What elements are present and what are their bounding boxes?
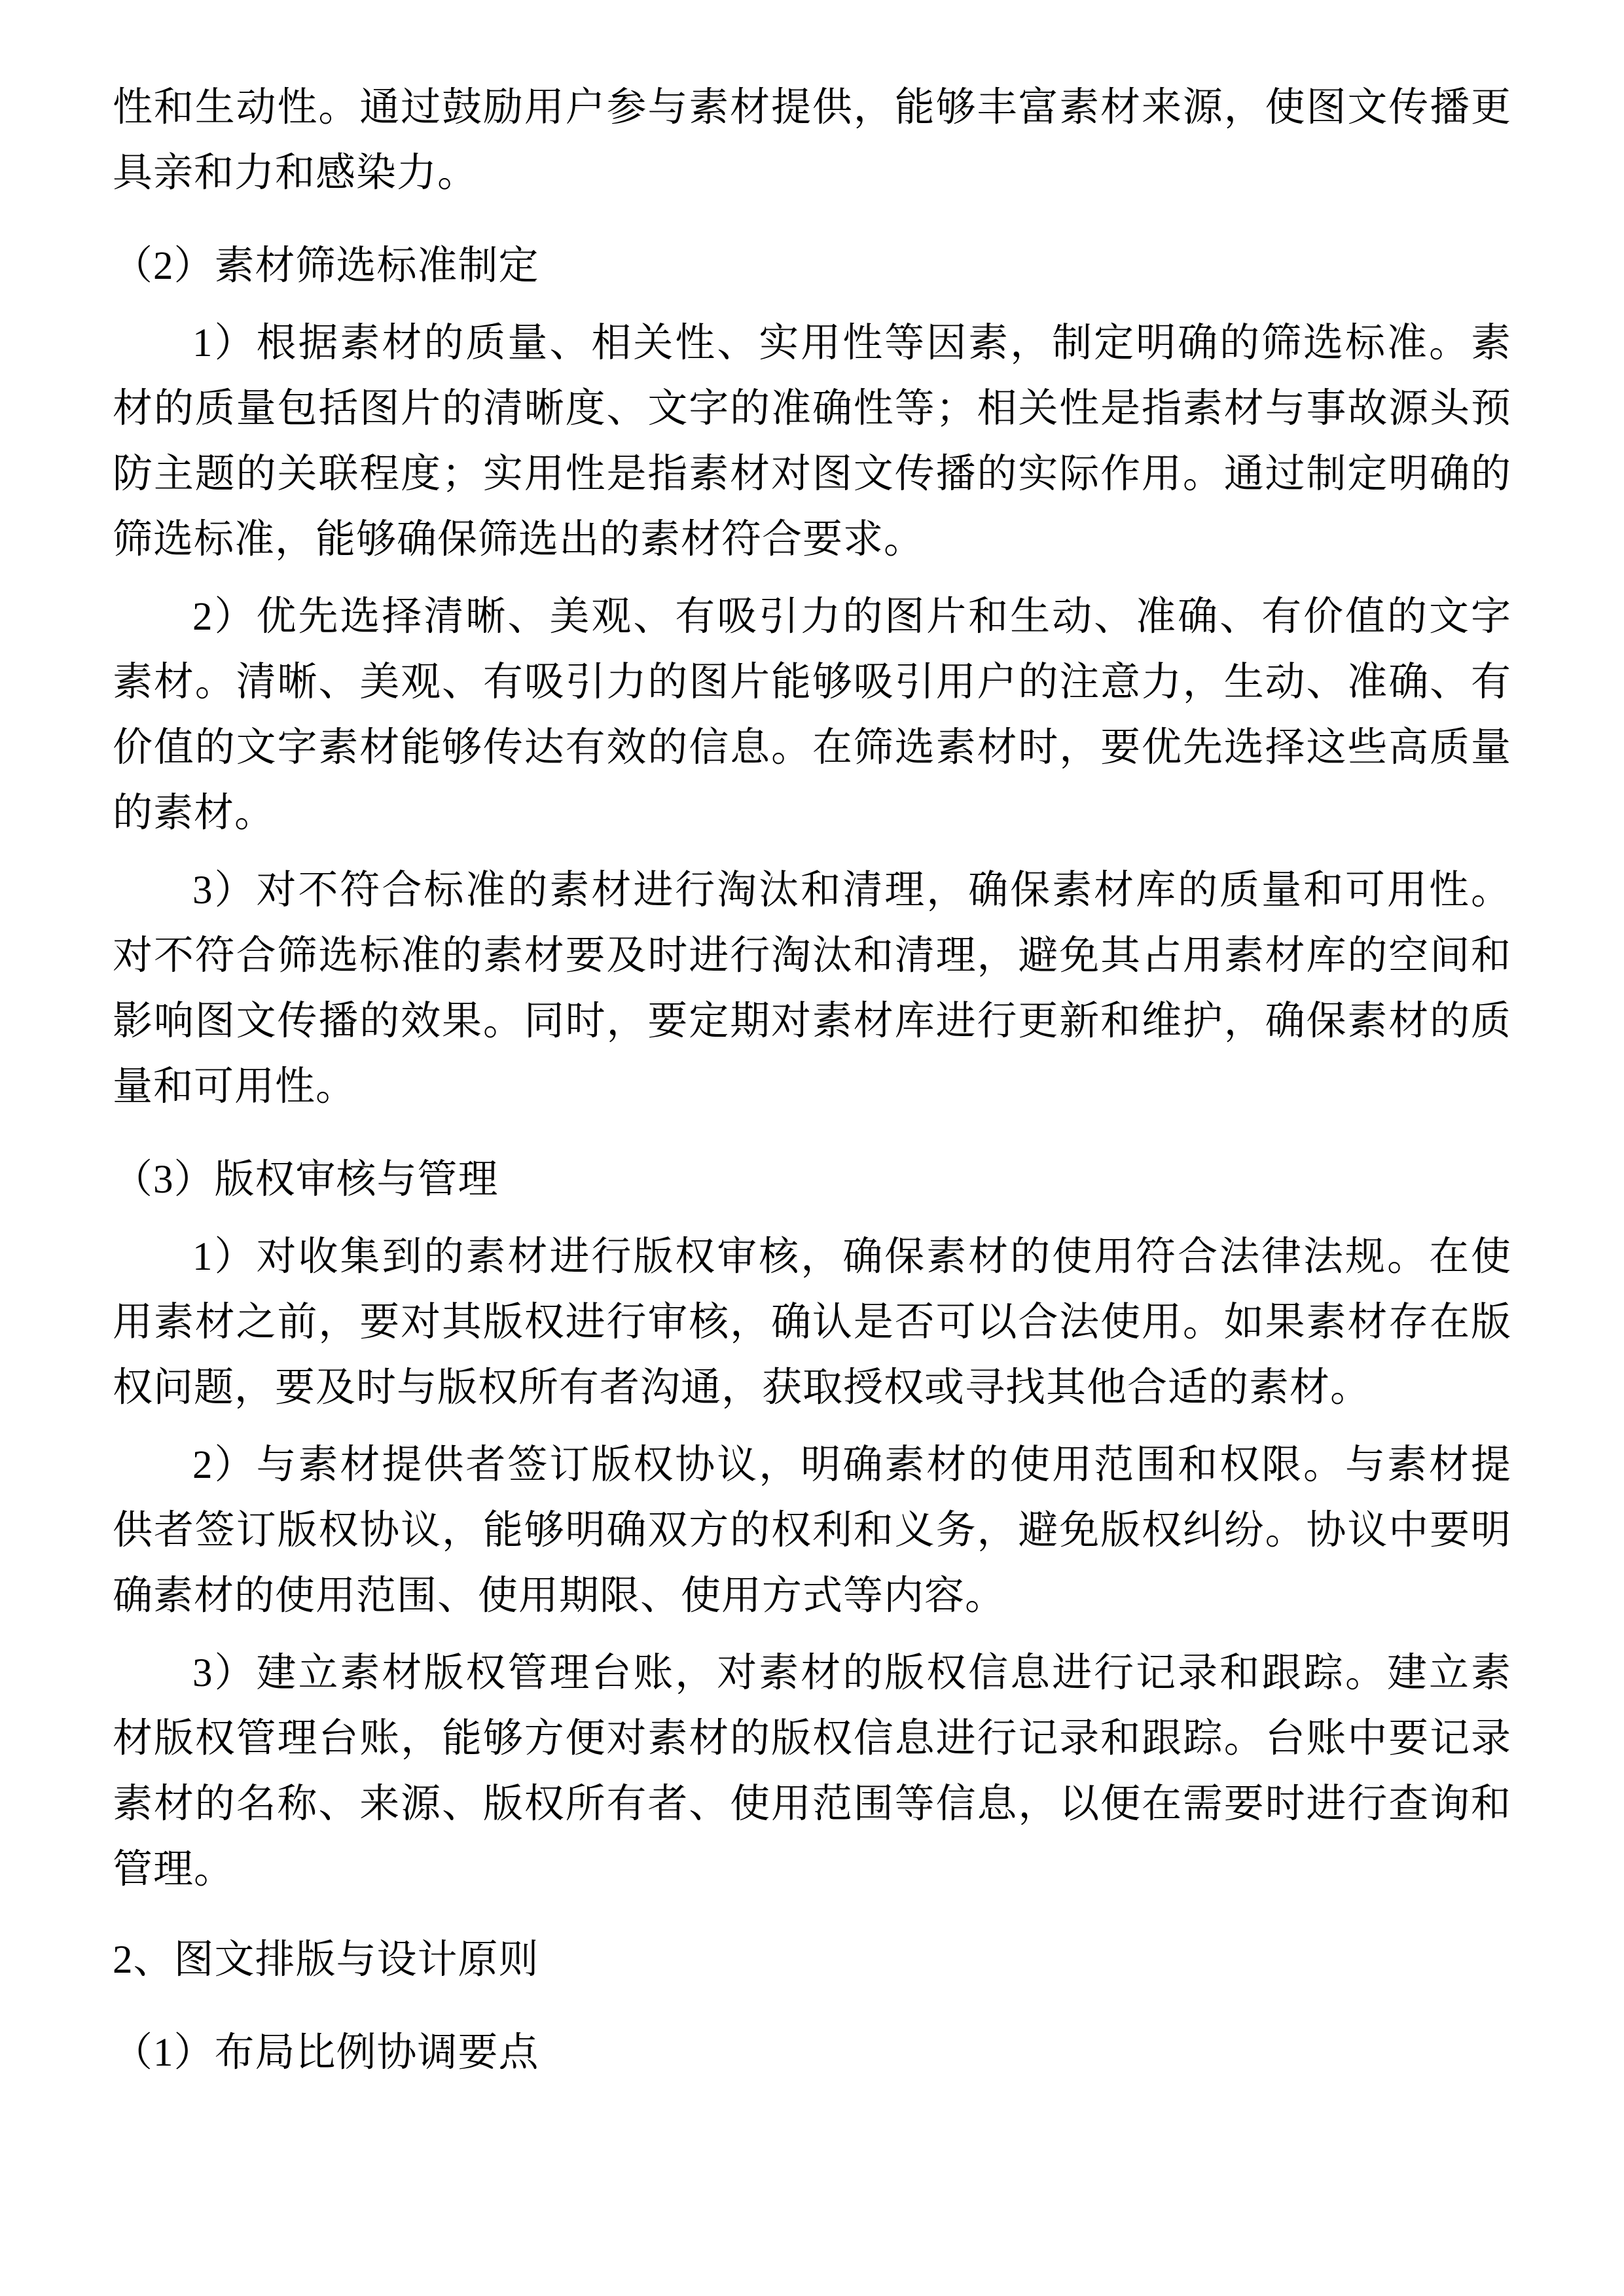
paragraph-continuation: 性和生动性。通过鼓励用户参与素材提供，能够丰富素材来源，使图文传播更具亲和力和感染力。 <box>113 86 1511 195</box>
section-heading-layout-design-principles: 2、图文排版与设计原则 <box>113 1938 539 1982</box>
section-heading-copyright-management: （3）版权审核与管理 <box>113 1158 499 1202</box>
paragraph-item-copyright-1: 1）对收集到的素材进行版权审核，确保素材的使用符合法律法规。在使用素材之前，要对其版权进行审核，确认是否可以合法使用。如果素材存在版权问题，要及时与版权所有者沟通，获取授权或寻找其他合适的素材。 <box>113 1235 1511 1410</box>
paragraph-item-screening-2: 2）优先选择清晰、美观、有吸引力的图片和生动、准确、有价值的文字素材。清晰、美观、有吸引力的图片能够吸引用户的注意力，生动、准确、有价值的文字素材能够传达有效的信息。在筛选素材时，要优先选择这些高质量的素材。 <box>113 595 1511 835</box>
paragraph-item-copyright-2: 2）与素材提供者签订版权协议，明确素材的使用范围和权限。与素材提供者签订版权协议，能够明确双方的权利和义务，避免版权纠纷。协议中要明确素材的使用范围、使用期限、使用方式等内容。 <box>113 1443 1511 1618</box>
section-heading-layout-proportion: （1）布局比例协调要点 <box>113 2031 539 2075</box>
section-heading-material-screening: （2）素材筛选标准制定 <box>113 244 539 288</box>
paragraph-item-copyright-3: 3）建立素材版权管理台账，对素材的版权信息进行记录和跟踪。建立素材版权管理台账，能够方便对素材的版权信息进行记录和跟踪。台账中要记录素材的名称、来源、版权所有者、使用范围等信息，以便在需要时进行查询和管理。 <box>113 1651 1511 1892</box>
paragraph-item-screening-3: 3）对不符合标准的素材进行淘汰和清理，确保素材库的质量和可用性。对不符合筛选标准的素材要及时进行淘汰和清理，避免其占用素材库的空间和影响图文传播的效果。同时，要定期对素材库进行更新和维护，确保素材的质量和可用性。 <box>113 869 1511 1109</box>
paragraph-item-screening-1: 1）根据素材的质量、相关性、实用性等因素，制定明确的筛选标准。素材的质量包括图片的清晰度、文字的准确性等；相关性是指素材与事故源头预防主题的关联程度；实用性是指素材对图文传播的实际作用。通过制定明确的筛选标准，能够确保筛选出的素材符合要求。 <box>113 321 1511 562</box>
document-body <box>113 75 1511 2086</box>
